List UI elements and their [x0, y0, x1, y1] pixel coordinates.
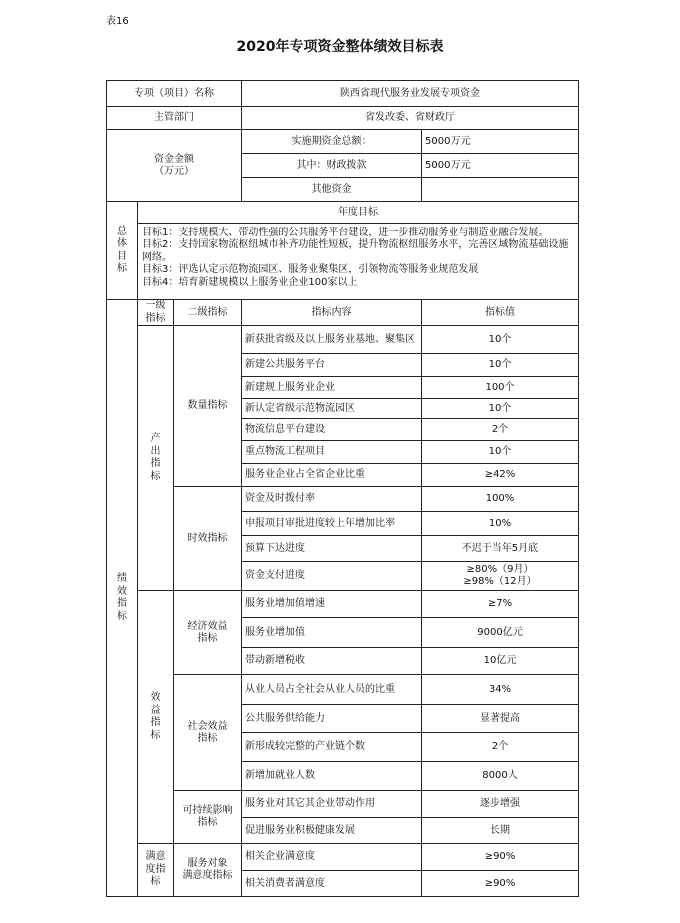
indicator-value: 10个	[422, 326, 579, 354]
indicator-content: 相关企业满意度	[242, 844, 422, 871]
payment-progress-dec: ≥98%（12月）	[463, 576, 537, 587]
fiscal-fund-value: 5000万元	[422, 154, 579, 178]
annual-goal-heading: 年度目标	[138, 202, 579, 224]
indicator-content: 申报项目审批进度较上年增加比率	[242, 512, 422, 536]
indicator-content: 重点物流工程项目	[242, 441, 422, 464]
benefit-indicator-label: 效 益 指 标	[138, 591, 174, 844]
payment-progress-sept: ≥80%（9月）	[466, 564, 534, 575]
indicator-value: 2个	[422, 733, 579, 762]
economic-benefit-label: 经济效益 指标	[174, 591, 242, 675]
indicator-value: 10个	[422, 354, 579, 377]
output-indicator-label: 产 出 指 标	[138, 326, 174, 591]
indicator-value: 100%	[422, 487, 579, 512]
indicator-value: 长期	[422, 818, 579, 844]
table-row	[107, 487, 579, 512]
indicator-header-row	[107, 300, 579, 326]
indicator-content: 预算下达进度	[242, 536, 422, 562]
indicator-value: ≥7%	[422, 591, 579, 618]
performance-indicator-label: 绩 效 指 标	[107, 300, 138, 897]
indicator-content: 资金及时拨付率	[242, 487, 422, 512]
fiscal-fund-label: 其中：财政拨款	[242, 154, 422, 178]
indicator-content: 新建规上服务业企业	[242, 377, 422, 399]
department-value: 省发改委、省财政厅	[242, 107, 579, 130]
satisfaction-indicator-label: 满意 度指 标	[138, 844, 174, 897]
indicator-value: ≥90%	[422, 844, 579, 871]
fund-amount-label-line1: 资金金额	[154, 153, 194, 165]
level1-header: 一级 指标	[138, 300, 174, 326]
indicator-value	[422, 562, 579, 591]
project-name-value: 陕西省现代服务业发展专项资金	[242, 81, 579, 107]
indicator-content: 相关消费者满意度	[242, 871, 422, 897]
table-row	[107, 844, 579, 871]
table-row	[107, 591, 579, 618]
fund-amount-label-line2: （万元）	[154, 165, 194, 177]
service-satisfaction-label: 服务对象 满意度指标	[174, 844, 242, 897]
indicator-value: 10个	[422, 399, 579, 419]
indicator-content: 新增加就业人数	[242, 762, 422, 791]
other-fund-value	[422, 178, 579, 202]
table-row	[107, 791, 579, 818]
other-fund-label: 其他资金	[242, 178, 422, 202]
indicator-content: 新获批省级及以上服务业基地、聚集区	[242, 326, 422, 354]
fund-total-label: 实施期资金总额：	[242, 130, 422, 154]
indicator-content: 促进服务业积极健康发展	[242, 818, 422, 844]
indicator-content: 公共服务供给能力	[242, 705, 422, 733]
sustainability-indicator-label: 可持续影响 指标	[174, 791, 242, 844]
indicator-content: 服务业企业占全省企业比重	[242, 464, 422, 487]
indicator-value: 10亿元	[422, 648, 579, 675]
indicator-value: 9000亿元	[422, 618, 579, 648]
fund-total-value: 5000万元	[422, 130, 579, 154]
table-number: 表16	[106, 16, 129, 27]
indicator-content: 从业人员占全社会从业人员的比重	[242, 675, 422, 705]
goal-item: 目标1：支持规模大、带动性强的公共服务平台建设，进一步推动服务业与制造业融合发展。	[142, 226, 549, 238]
indicator-value: 10个	[422, 441, 579, 464]
goal-item: 目标2：支持国家物流枢纽城市补齐功能性短板，提升物流枢纽服务水平，完善区域物流基础设施网络。	[142, 239, 569, 263]
indicator-content: 服务业增加值	[242, 618, 422, 648]
level2-header: 二级指标	[174, 300, 242, 326]
goal-item: 目标3：评选认定示范物流园区、服务业聚集区，引领物流等服务业规范发展	[142, 264, 479, 275]
indicator-content: 服务业对其它其企业带动作用	[242, 791, 422, 818]
indicator-content: 新形成较完整的产业链个数	[242, 733, 422, 762]
fund-amount-label	[107, 130, 242, 202]
overall-goal-label: 总 体 目 标	[107, 202, 138, 300]
annual-goal-content	[138, 224, 579, 300]
timeliness-indicator-label: 时效指标	[174, 487, 242, 591]
indicator-value: 8000人	[422, 762, 579, 791]
indicator-content: 物流信息平台建设	[242, 419, 422, 441]
indicator-value: 34%	[422, 675, 579, 705]
table-row	[107, 326, 579, 354]
annual-goal-heading-row	[107, 202, 579, 224]
goal-item: 目标4：培育新建规模以上服务业企业100家以上	[142, 276, 358, 288]
indicator-content: 服务业增加值增速	[242, 591, 422, 618]
indicator-value: 显著提高	[422, 705, 579, 733]
indicator-value: ≥42%	[422, 464, 579, 487]
indicator-value: 不迟于当年5月底	[422, 536, 579, 562]
department-row	[107, 107, 579, 130]
content-header: 指标内容	[242, 300, 422, 326]
indicator-value: ≥90%	[422, 871, 579, 897]
indicator-value: 100个	[422, 377, 579, 399]
project-name-row	[107, 81, 579, 107]
indicator-content: 新认定省级示范物流园区	[242, 399, 422, 419]
quantity-indicator-label: 数量指标	[174, 326, 242, 487]
fund-total-row	[107, 130, 579, 154]
indicator-value: 2个	[422, 419, 579, 441]
indicator-content: 新建公共服务平台	[242, 354, 422, 377]
document-title: 2020年专项资金整体绩效目标表	[236, 39, 444, 55]
indicator-value: 10%	[422, 512, 579, 536]
value-header: 指标值	[422, 300, 579, 326]
annual-goal-content-row	[107, 224, 579, 300]
indicator-content: 资金支付进度	[242, 562, 422, 591]
performance-target-table	[106, 80, 579, 897]
indicator-content: 带动新增税收	[242, 648, 422, 675]
indicator-value: 逐步增强	[422, 791, 579, 818]
department-label: 主管部门	[107, 107, 242, 130]
social-benefit-label: 社会效益 指标	[174, 675, 242, 791]
project-name-label: 专项（项目）名称	[107, 81, 242, 107]
table-row	[107, 675, 579, 705]
